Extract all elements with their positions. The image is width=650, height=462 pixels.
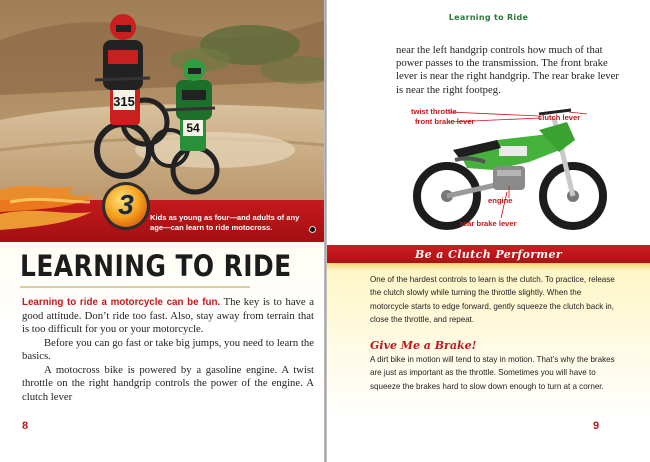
photo-caption: Kids as young as four—and adults of any age—can learn to ride motocross. — [150, 213, 300, 232]
right-body-text: near the left handgrip controls how much of that power passes to the transmission. The front brake lever is near the right handgrip. The rear brake lever is near the right footpeg. — [396, 44, 619, 96]
chapter-title: LEARNING TO RIDE — [20, 249, 292, 283]
paragraph-3: A motocross bike is powered by a gasoline engine. A twist throttle on the right handgrip controls the power of the engine. A clutch lever — [22, 363, 314, 403]
sidebar-title: Be a Clutch Performer — [414, 248, 563, 261]
label-front-brake-lever: front brake lever — [415, 117, 475, 126]
running-head: Learning to Ride — [448, 13, 529, 22]
paragraph-1-rest: The key is to have a good attitude. Don’t ride too fast. Also, stay away from terrain that is too difficult for you or your motorcycle. — [22, 296, 314, 335]
left-page — [0, 0, 324, 462]
sidebar-band-edge — [327, 263, 650, 271]
right-page — [327, 0, 650, 462]
paragraph-1 — [22, 296, 314, 337]
chapter-number: 3 — [118, 189, 134, 220]
page-number-right: 9 — [593, 420, 600, 432]
label-rear-brake-lever: rear brake lever — [460, 219, 517, 228]
sidebar-paragraph-2: A dirt bike in motion will tend to stay in motion. That’s why the brakes are just as important as the throttle. Sometimes you will have to squeeze the brakes hard to slow down enough to turn at a corner. — [370, 354, 615, 391]
label-engine: engine — [488, 196, 513, 205]
label-twist-throttle: twist throttle — [411, 107, 457, 116]
caption-bullet-icon — [309, 226, 316, 233]
paragraph-2: Before you can go fast or take big jumps, you need to learn the basics. — [22, 336, 314, 362]
sidebar-subhead: Give Me a Brake! — [370, 339, 477, 352]
label-clutch-lever: clutch lever — [538, 113, 581, 122]
left-body-text — [22, 296, 314, 404]
page-number-left: 8 — [22, 420, 29, 432]
lead-sentence: Learning to ride a motorcycle can be fun. — [22, 297, 221, 308]
title-divider — [20, 286, 250, 288]
rider-number-54: 54 — [186, 121, 200, 135]
rider-number-315: 315 — [113, 94, 135, 109]
sidebar-paragraph-1: One of the hardest controls to learn is the clutch. To practice, release the clutch slowly while turning the throttle slightly. When the motorcycle starts to edge forward, gently squeeze the clutch back in, close the throttle, and repeat. — [370, 274, 615, 325]
